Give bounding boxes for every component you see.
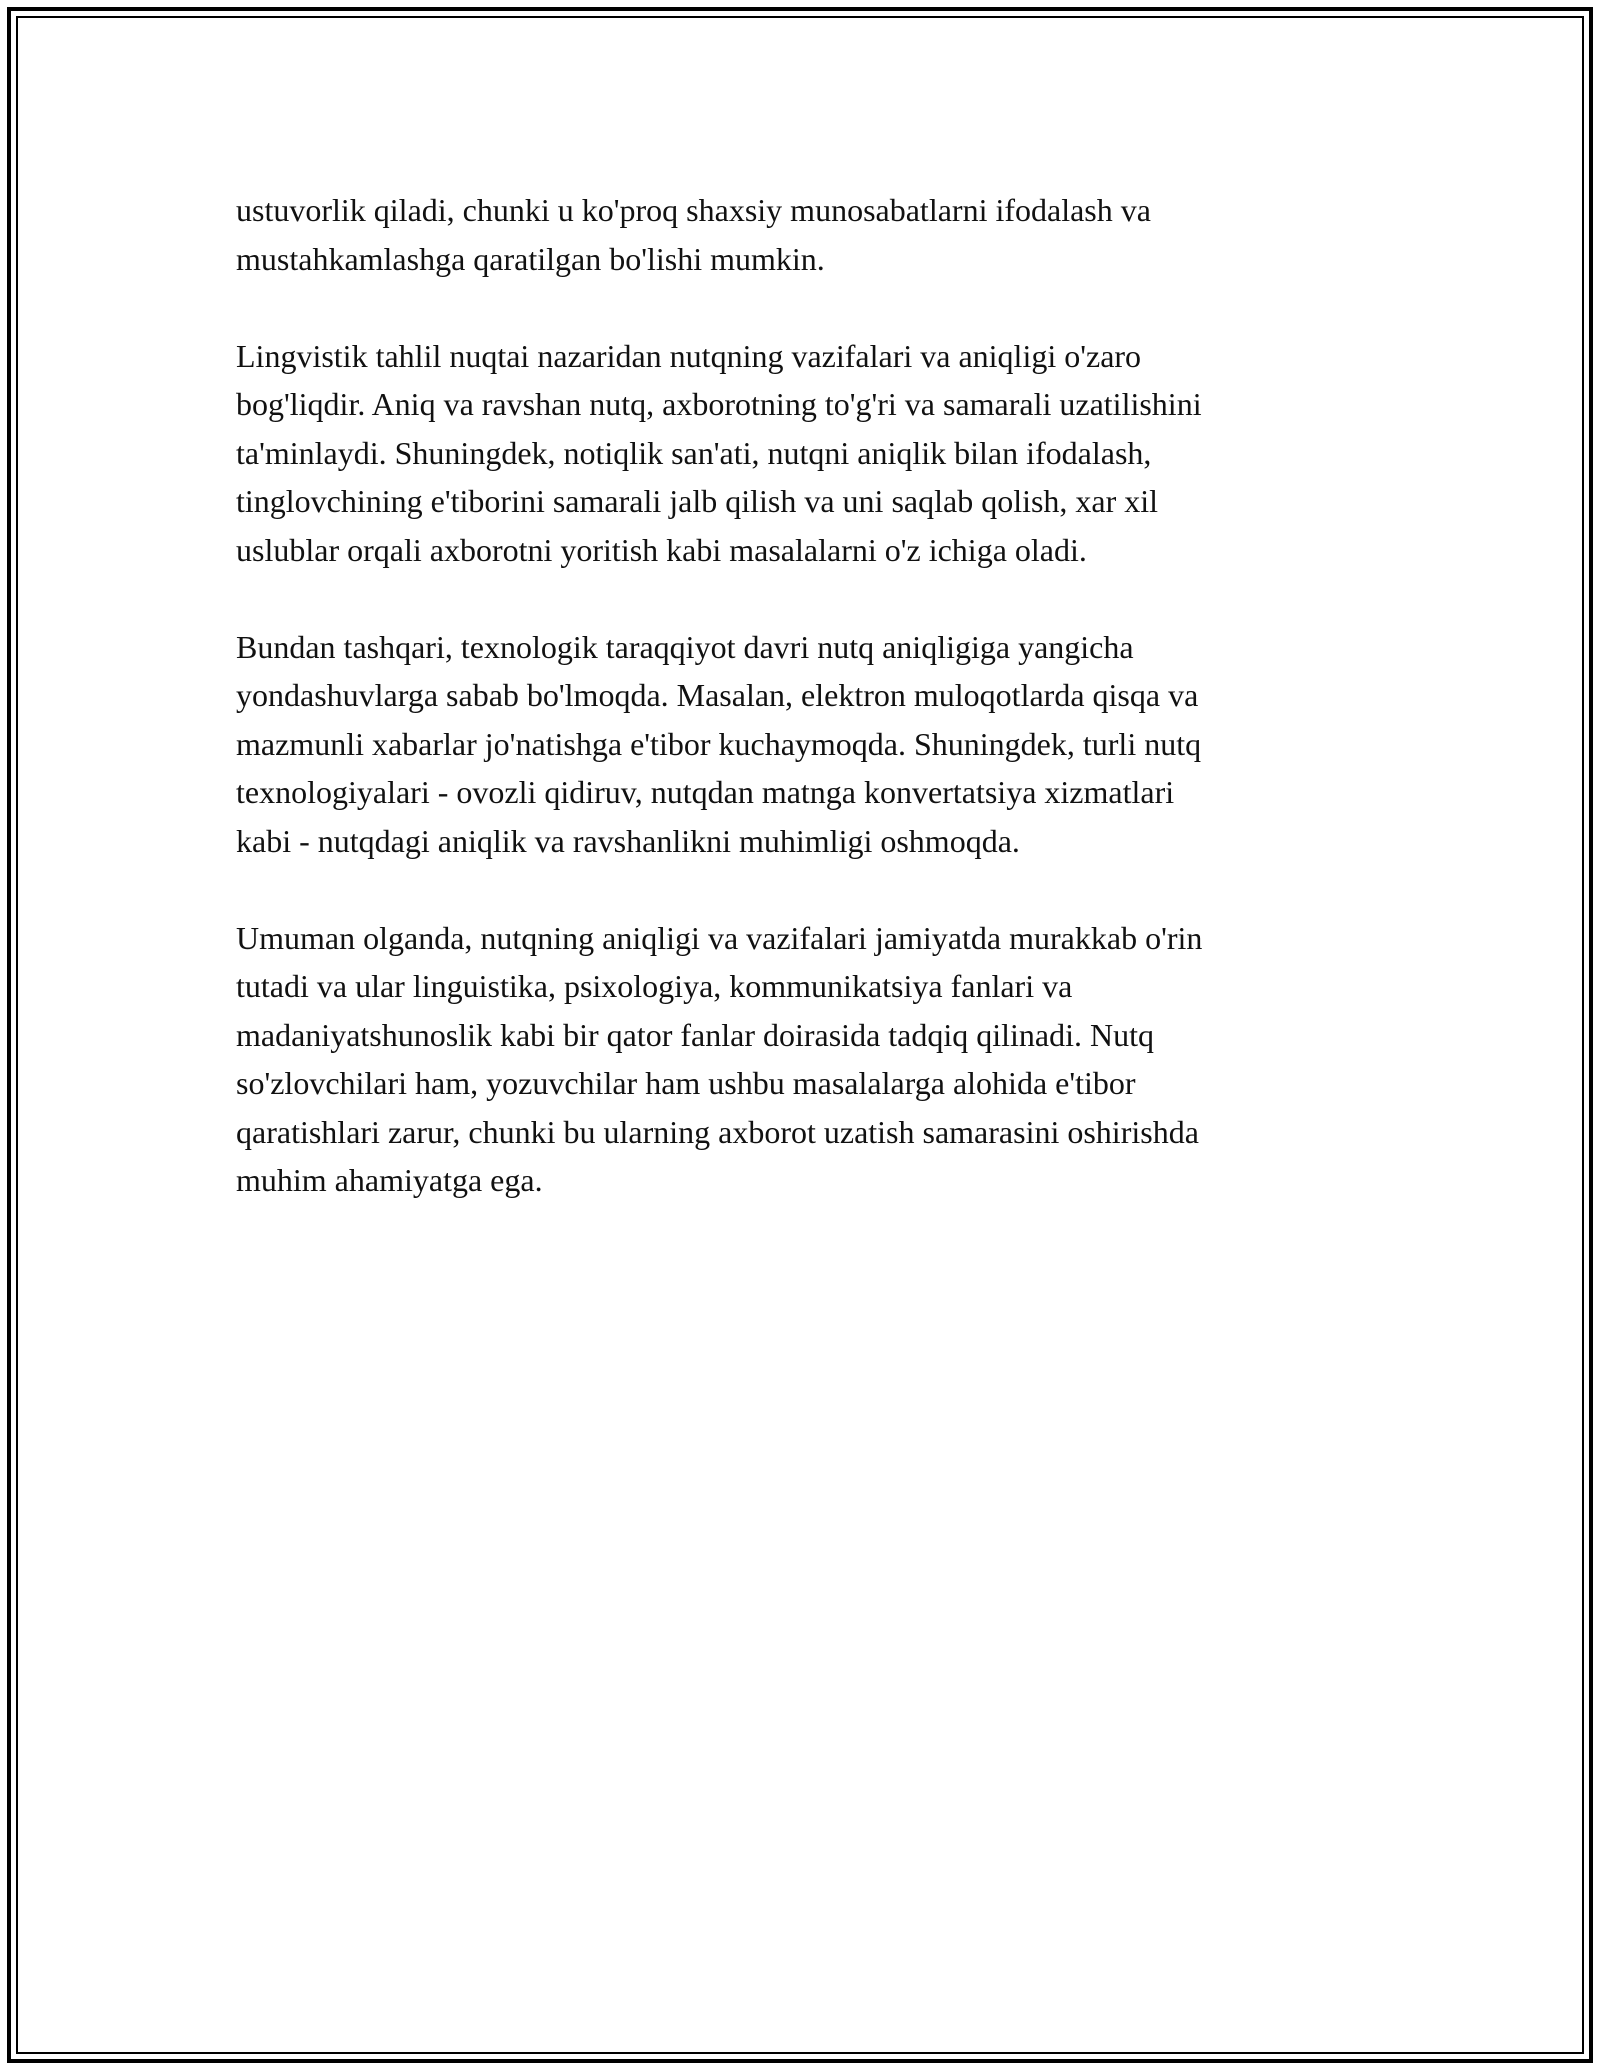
text-line: uslublar orqali axborotni yoritish kabi masalalarni o'z ichiga oladi. (236, 531, 1087, 568)
text-line: texnologiyalari - ovozli qidiruv, nutqdan matnga konvertatsiya xizmatlari (236, 774, 1175, 810)
text-line: mustahkamlashga qaratilgan bo'lishi mumkin. (236, 240, 825, 277)
text-line: qaratishlari zarur, chunki bu ularning axborot uzatish samarasini oshirishda (236, 1113, 1199, 1150)
text-line: Bundan tashqari, texnologik taraqqiyot davri nutq aniqligiga yangicha (236, 628, 1134, 665)
text-line: tutadi va ular linguistika, psixologiya, kommunikatsiya fanlari va (236, 968, 1073, 1004)
text-line: madaniyatshunoslik kabi bir qator fanlar doirasida tadqiq qilinadi. Nutq (236, 1016, 1155, 1053)
text-line: kabi - nutqdagi aniqlik va ravshanlikni muhimligi oshmoqda. (236, 822, 1020, 859)
text-line: ustuvorlik qiladi, chunki u ko'proq shaxsiy munosabatlarni ifodalash va (236, 192, 1151, 228)
text-line: mazmunli xabarlar jo'natishga e'tibor kuchaymoqda. Shuningdek, turli nutq (236, 725, 1202, 762)
text-line: bog'liqdir. Aniq va ravshan nutq, axborotning to'g'ri va samarali uzatilishini (236, 386, 1202, 422)
text-line: muhim ahamiyatga ega. (236, 1162, 543, 1198)
document-body (236, 186, 1366, 1253)
text-line: Lingvistik tahlil nuqtai nazaridan nutqning vazifalari va aniqligi o'zaro (236, 337, 1142, 374)
text-line: yondashuvlarga sabab bo'lmoqda. Masalan, elektron muloqotlarda qisqa va (236, 677, 1199, 713)
paragraph (236, 332, 1366, 575)
paragraph (236, 914, 1366, 1205)
text-line: Umuman olganda, nutqning aniqligi va vazifalari jamiyatda murakkab o'rin (236, 919, 1203, 956)
text-line: so'zlovchilari ham, yozuvchilar ham ushbu masalalarga alohida e'tibor (236, 1065, 1136, 1101)
text-line: tinglovchining e'tiborini samarali jalb qilish va uni saqlab qolish, xar xil (236, 483, 1159, 519)
text-line: ta'minlaydi. Shuningdek, notiqlik san'ati, nutqni aniqlik bilan ifodalash, (236, 434, 1152, 471)
paragraph (236, 623, 1366, 866)
paragraph (236, 186, 1366, 283)
